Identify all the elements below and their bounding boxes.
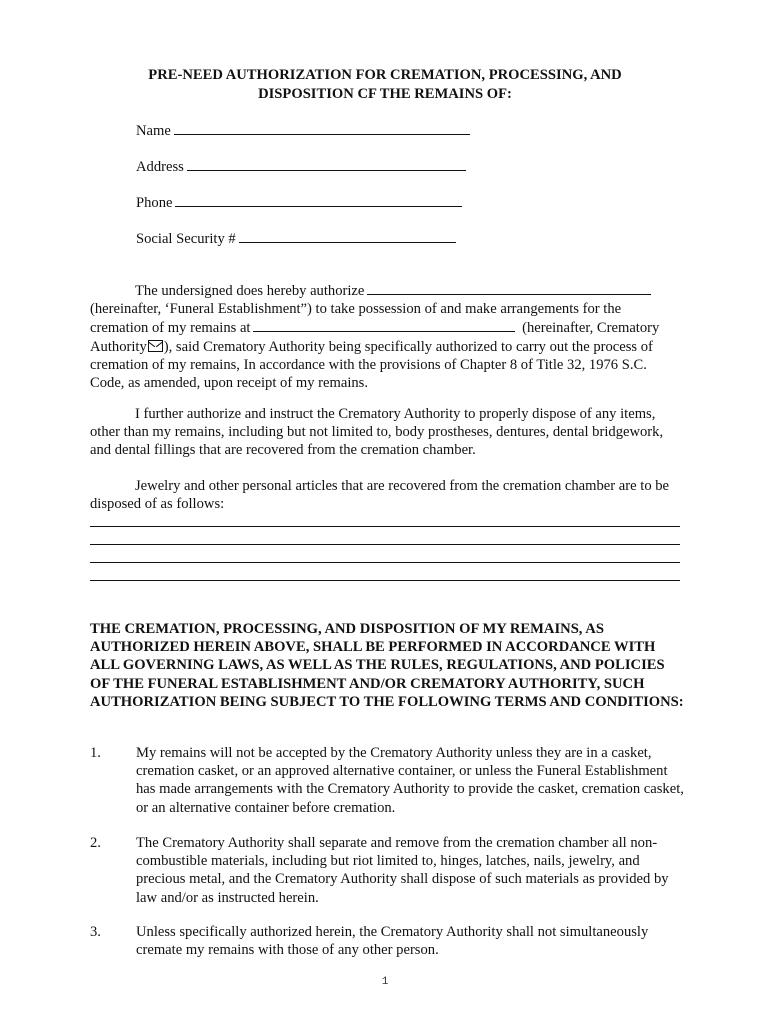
disposal-paragraph xyxy=(90,405,680,460)
jewelry-line-2[interactable] xyxy=(90,544,680,545)
term-text: Unless specifically authorized herein, the Crematory Authority shall not simultaneously cremate my remains with those of any other person. xyxy=(136,924,649,959)
address-blank[interactable] xyxy=(187,156,466,171)
page-number: 1 xyxy=(381,976,389,988)
address-label: Address xyxy=(136,159,184,175)
address-field xyxy=(136,156,466,176)
term-text: My remains will not be accepted by the Crematory Authority unless they are in a casket, cremation casket, or an approved alternative container, or unless the Funeral Establishment has made arrangements with the Crematory Authority to provide the casket, cremation casket, or an alternative container before cremation. xyxy=(136,745,684,816)
name-label: Name xyxy=(136,123,171,139)
phone-blank[interactable] xyxy=(175,192,462,207)
term-number: 3. xyxy=(90,924,101,940)
crematory-blank[interactable] xyxy=(253,318,515,332)
ssn-blank[interactable] xyxy=(239,228,456,243)
name-blank[interactable] xyxy=(174,120,470,135)
terms-heading: THE CREMATION, PROCESSING, AND DISPOSITION OF MY REMAINS, AS AUTHORIZED HEREIN ABOVE, SHALL BE PERFORMED IN ACCORDANCE WITH ALL GOVERNING LAWS, AS WELL AS THE RULES, REGULATIONS, AND POLICIES OF THE FUNERAL ESTABLISHMENT AND/OR CREMATORY AUTHORITY, SUCH AUTHORIZATION BEING SUBJECT TO THE FOLLOWING TERMS AND CONDITIONS: xyxy=(90,621,684,710)
jewelry-line-3[interactable] xyxy=(90,562,680,563)
term-number: 2. xyxy=(90,835,101,851)
jewelry-line-1[interactable] xyxy=(90,526,680,527)
funeral-establishment-blank[interactable] xyxy=(367,281,651,295)
jewelry-paragraph xyxy=(90,477,680,513)
authority-text: ), said Crematory Authority being specifically authorized to carry out the process of cremation of my remains, In accordance with the provisions of Chapter 8 of Title 32, 1976 S.C. Code, as amended, upon receipt of my remains. xyxy=(90,338,653,392)
ssn-field xyxy=(136,228,456,248)
term-number: 1. xyxy=(90,745,101,761)
term-text: The Crematory Authority shall separate and remove from the cremation chamber all non-combustible materials, including but riot limited to, hinges, latches, nails, jewelry, and precious metal, and the Crematory Authority shall dispose of such materials as provided by law and/or as instructed herein. xyxy=(136,835,669,906)
establishment-text: (hereinafter, ‘Funeral Establishment”) to take possession of and make arrangements for the cremation of my remains at xyxy=(90,301,622,337)
jewelry-text: Jewelry and other personal articles that are recovered from the cremation chamber are to be disposed of as follows: xyxy=(90,478,670,513)
disposal-text: I further authorize and instruct the Crematory Authority to properly dispose of any items, other than my remains, including but not limited to, body prostheses, dentures, dental bridgework, and dental fillings that are recovered from the cremation chamber. xyxy=(90,406,664,459)
ssn-label: Social Security # xyxy=(136,231,236,247)
jewelry-line-4[interactable] xyxy=(90,580,680,581)
title-line-1: PRE-NEED AUTHORIZATION FOR CREMATION, PROCESSING, AND xyxy=(148,67,622,83)
title-line-2: DISPOSITION CF THE REMAINS OF: xyxy=(258,86,512,102)
crematory-text: (hereinafter, Crematory Authority xyxy=(90,320,660,355)
phone-label: Phone xyxy=(136,195,173,211)
authorize-text: The undersigned does hereby authorize xyxy=(135,283,365,299)
phone-field xyxy=(136,192,462,212)
envelope-icon xyxy=(148,340,163,352)
document-title xyxy=(90,66,680,104)
authorization-paragraph xyxy=(90,281,680,392)
name-field xyxy=(136,120,470,140)
